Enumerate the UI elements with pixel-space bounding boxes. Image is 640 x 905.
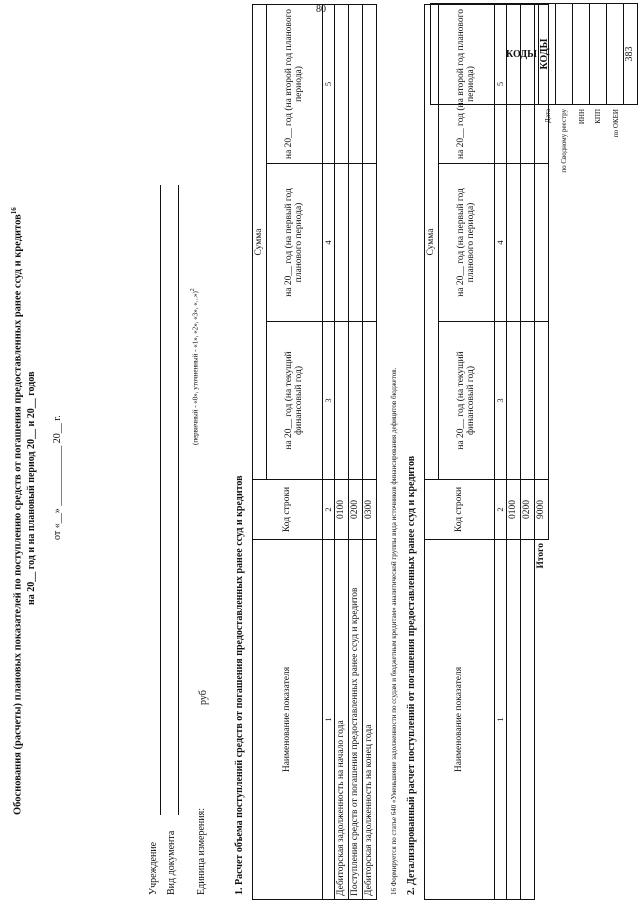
date-line: от «__» ____________ 20__ г. [52,415,63,540]
s2-row2-name[interactable] [520,540,534,900]
s1-row1-val5[interactable] [334,4,348,163]
s2-total-val3[interactable] [534,322,548,480]
s2-header-name: Наименование показателя [425,540,495,900]
s2-header-code: Код строки [425,480,495,540]
doc-type-hint: (первичный - «0», уточненный - «1», «2», «3», «...»)$^2$ [190,288,200,445]
s2-total-val5[interactable] [534,4,548,163]
codes-label-inn: ИНН [578,109,586,125]
doc-type-field[interactable] [178,185,179,815]
section1-table [252,4,377,900]
codes-label-registry: по Сводному реестру [560,109,568,173]
s1-row2-val3[interactable] [348,322,362,480]
code-date-field[interactable] [556,4,573,104]
code-inn-field[interactable] [590,4,607,104]
s1-row3-val3[interactable] [362,322,376,480]
code-registry-field[interactable] [573,4,590,104]
s2-total-code: 9000 [534,480,548,540]
s1-header-sum: Сумма [253,4,267,479]
s2-row1-val4[interactable] [506,164,520,322]
s1-row2-code: 0200 [348,480,362,540]
section2-title: 2. Детализированный расчет поступлений от погашения предоставленных ранее ссуд и кредитов [406,455,417,895]
codes-fields [538,3,638,105]
table-row [534,4,548,899]
s2-header-col3: на 20__ год (на текущий финансовый год) [438,322,494,480]
codes-label-okei: по ОКЕИ [612,109,620,138]
s2-row2-val4[interactable] [520,164,534,322]
s2-row2-val3[interactable] [520,322,534,480]
footnote: 16 Формируется по статье 640 «Уменьшение задолженности по ссудам и бюджетным кредитам» аналитической группы вида источников финансирования дефицитов бюджетов. [390,367,398,895]
s2-row1-name[interactable] [506,540,520,900]
s1-row3-name: Дебиторская задолженность на конец года [362,540,376,900]
s1-column-numbers: 1 2 3 4 5 [322,4,334,899]
table-row [362,4,376,899]
s1-header-code: Код строки [253,480,323,540]
codes-label-date: Дата [544,109,552,123]
s2-row1-val5[interactable] [506,4,520,163]
s1-row1-code: 0100 [334,480,348,540]
s1-row1-val4[interactable] [334,164,348,322]
table-row [520,4,534,899]
s2-total-val4[interactable] [534,164,548,322]
s2-row1-val3[interactable] [506,322,520,480]
s2-row2-val5[interactable] [520,4,534,163]
s1-row2-val4[interactable] [348,164,362,322]
s1-header-col5: на 20__ год (на второй год планового периода) [266,4,322,163]
institution-field[interactable] [160,185,161,815]
s1-row1-name: Дебиторская задолженность на начало года [334,540,348,900]
section1-title: 1. Расчет объема поступлений средств от погашения предоставленных ранее ссуд и кредитов [234,475,245,895]
code-okei-field: 383 [624,46,635,62]
s2-header-sum: Сумма [425,4,439,479]
s1-row2-name: Поступления средств от погашения предоставленных ранее ссуд и кредитов [348,540,362,900]
s1-row3-code: 0300 [362,480,376,540]
s1-header-col3: на 20__ год (на текущий финансовый год) [266,322,322,480]
s1-row3-val5[interactable] [362,4,376,163]
code-kpp-field[interactable] [607,4,624,104]
s1-header-name: Наименование показателя [253,540,323,900]
s2-row1-code: 0100 [506,480,520,540]
s2-header-col5: на 20__ год (на второй год планового периода) [438,4,494,163]
institution-label: Учреждение [148,841,159,895]
table-row [334,4,348,899]
doc-type-label: Вид документа [166,830,177,895]
s1-row3-val4[interactable] [362,164,376,322]
s1-row2-val5[interactable] [348,4,362,163]
codes-box-header: КОДЫ [431,4,611,104]
document-title: Обоснования (расчеты) плановых показателей по поступлению средств от погашения предоставленных ранее ссуд и кредитов$^{16}$ [10,207,24,815]
page-number: 80 [316,4,326,15]
s2-header-col4: на 20__ год (на первый год планового периода) [438,164,494,322]
s2-total-label: Итого [534,540,548,900]
section2-table [424,4,549,900]
codes-title: КОДЫ [539,4,556,104]
table-row [506,4,520,899]
codes-label-kpp: КПП [594,109,602,124]
s2-row2-code: 0200 [520,480,534,540]
unit-label: Единица измерения: [196,808,207,895]
s1-header-col4: на 20__ год (на первый год планового периода) [266,164,322,322]
s2-column-numbers: 1 2 3 4 5 [494,4,506,899]
period-line: на 20__ год и на плановый период 20__ и 20__ годов [26,371,37,605]
unit-value: руб [198,690,209,705]
s1-row1-val3[interactable] [334,322,348,480]
table-row [348,4,362,899]
